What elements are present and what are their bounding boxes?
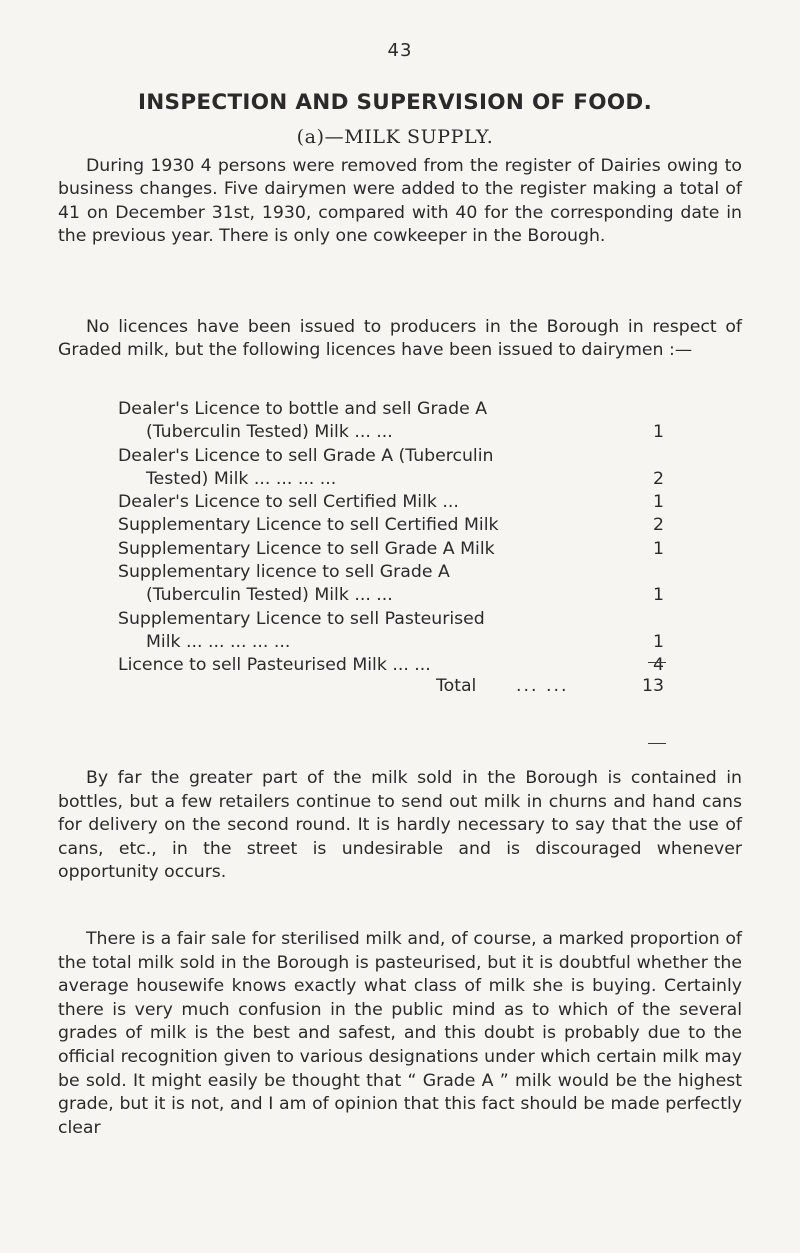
paragraph-dairies-register: During 1930 4 persons were removed from the register of Dairies owing to business changes. Five dairymen were added to the register making a total of 41 on December 31st, 1930, compared with 40 for the corresponding date in the previous year. There is only one cowkeeper in the Borough. [58, 156, 742, 247]
licence-description: Supplementary Licence to sell Pasteurised [118, 608, 485, 629]
licence-description-cont: Milk ... ... ... ... ... [146, 631, 291, 652]
licence-row [118, 538, 664, 561]
licence-count: 2 [653, 515, 664, 536]
licence-description-cont: Tested) Milk ... ... ... ... [146, 468, 337, 489]
licence-count: 1 [653, 585, 664, 606]
licence-description: Dealer's Licence to sell Certified Milk ... [118, 492, 459, 513]
licence-description: Licence to sell Pasteurised Milk ... ... [118, 655, 431, 676]
total-rule-bottom [648, 743, 666, 744]
licence-row [118, 561, 664, 608]
licence-count: 1 [653, 492, 664, 513]
licence-count: 1 [653, 422, 664, 443]
licence-description: Dealer's Licence to bottle and sell Grade A [118, 399, 488, 419]
licence-row [118, 398, 664, 445]
total-value: 13 [642, 676, 664, 696]
licence-count: 1 [653, 538, 664, 559]
paragraph-bottles-and-cans: By far the greater part of the milk sold in the Borough is contained in bottles, but a few retailers continue to send out milk in churns and hand cans for delivery on the second round. It is hardly necessary to say that the use of cans, etc., in the street is undesirable and is discouraged whenever opportunity occurs. [58, 768, 742, 883]
licence-count: 1 [653, 631, 664, 652]
licence-description: Supplementary licence to sell Grade A [118, 562, 450, 583]
page-number: 43 [387, 40, 413, 61]
licence-description: Dealer's Licence to sell Grade A (Tuberculin [118, 445, 494, 466]
licence-count: 4 [653, 655, 664, 676]
licence-description: Supplementary Licence to sell Certified Milk [118, 515, 499, 536]
paragraph-licences-intro: No licences have been issued to producers in the Borough in respect of Graded milk, but the following licences have been issued to dairymen :— [58, 317, 742, 361]
licence-row [118, 654, 664, 677]
licence-row [118, 445, 664, 492]
total-label: Total [436, 676, 477, 696]
licence-row [118, 514, 664, 537]
licence-description-cont: (Tuberculin Tested) Milk ... ... [146, 585, 393, 606]
licence-description-cont: (Tuberculin Tested) Milk ... ... [146, 422, 393, 443]
total-leader-dots: ... ... [516, 676, 569, 696]
paragraph-sterilised-milk: There is a fair sale for sterilised milk and, of course, a marked proportion of the total milk sold in the Borough is pasteurised, but it is doubtful whether the average housewife knows exactly what class of milk she is buying. Certainly there is very much confusion in the public mind as to which of the several grades of milk is the best and safest, and this doubt is probably due to the official recognition given to various designations under which certain milk may be sold. It might easily be thought that “ Grade A ” milk would be the highest grade, but it is not, and I am of opinion that this fact should be made perfectly clear [58, 929, 742, 1138]
section-heading: INSPECTION AND SUPERVISION OF FOOD. [137, 90, 653, 115]
licence-row [118, 491, 664, 514]
total-rule-top [648, 662, 666, 663]
licence-row [118, 608, 664, 655]
licence-description: Supplementary Licence to sell Grade A Milk [118, 538, 495, 559]
licence-list [118, 398, 664, 678]
subsection-heading: (a)—MILK SUPPLY. [296, 126, 494, 148]
licence-count: 2 [653, 468, 664, 489]
